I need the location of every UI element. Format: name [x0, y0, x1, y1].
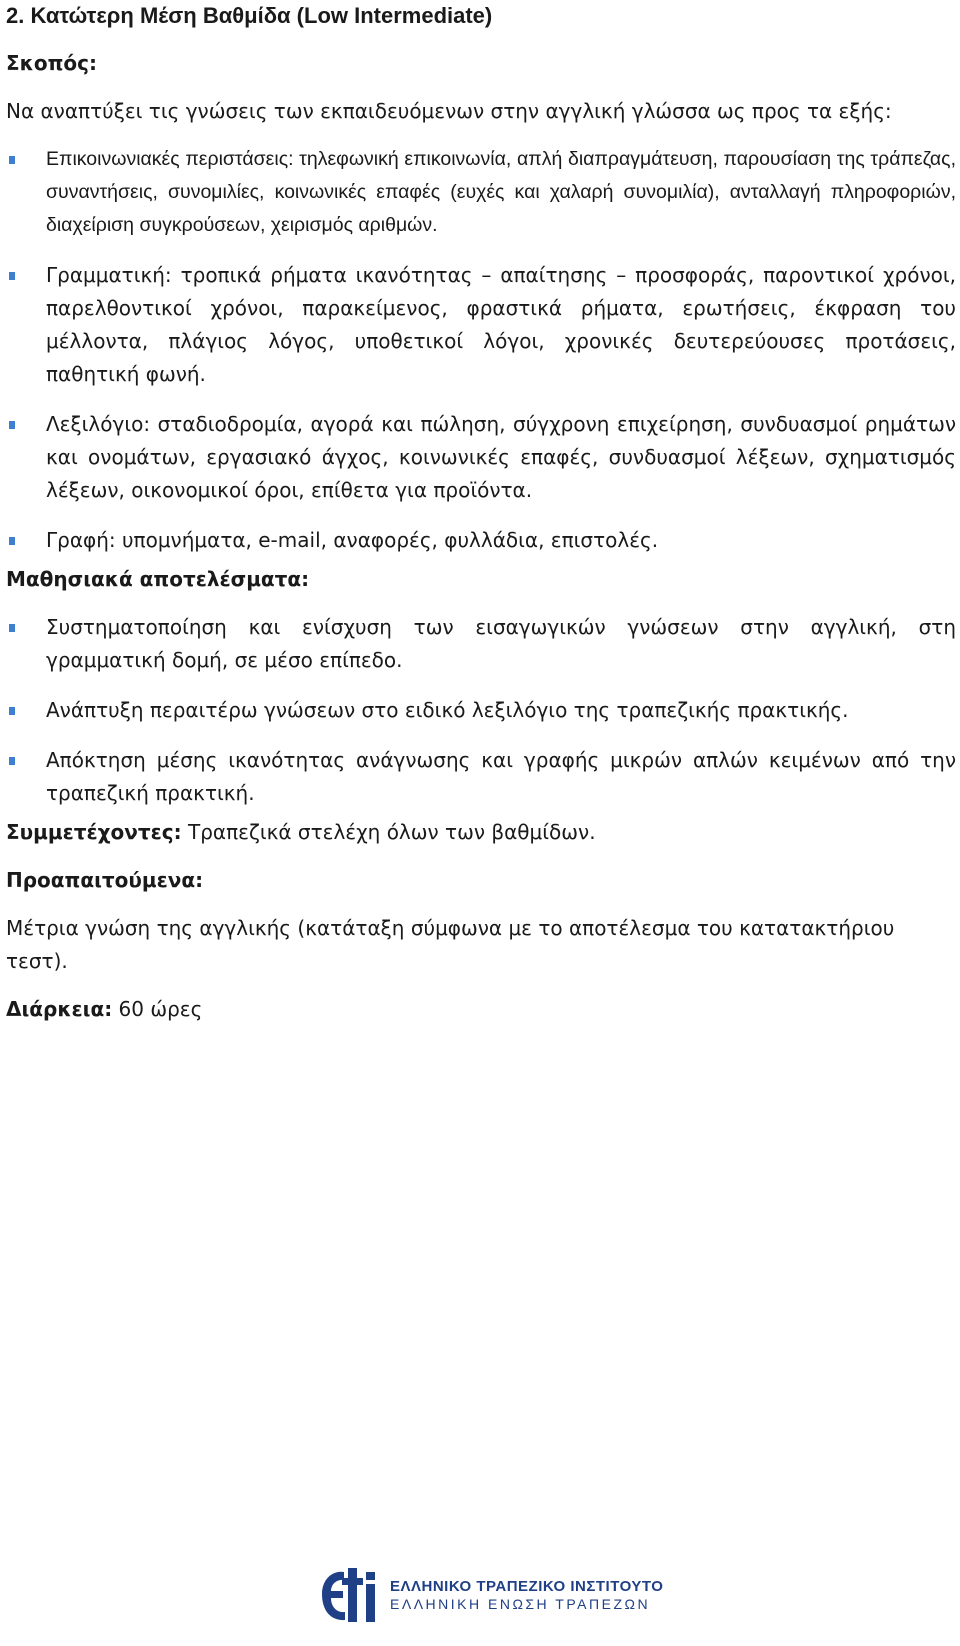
outcome-item-text: Απόκτηση μέσης ικανότητας ανάγνωσης και γραφής μικρών απλών κειμένων από την τραπεζική πρακτική. [46, 748, 956, 805]
purpose-item-text: Γραφή: υπομνήματα, e-mail, αναφορές, φυλλάδια, επιστολές. [46, 528, 659, 552]
purpose-item-text: Λεξιλόγιο: σταδιοδρομία, αγορά και πώληση, σύγχρονη επιχείρηση, συνδυασμοί ρημάτων και ονομάτων, εργασιακό άγχος, κοινωνικές επαφές, συνδυασμοί λέξεων, σχηματισμός λέξεων, οικονομικοί όροι, επίθετα για προϊόντα. [46, 412, 956, 502]
outcomes-list [6, 611, 956, 810]
bullet-icon [9, 624, 15, 632]
outcomes-heading: Μαθησιακά αποτελέσματα: [6, 567, 310, 591]
duration-label: Διάρκεια: [6, 997, 113, 1021]
bullet-icon [9, 421, 15, 429]
list-item [6, 611, 956, 677]
purpose-intro: Να αναπτύξει τις γνώσεις των εκπαιδευόμενων στην αγγλική γλώσσα ως προς τα εξής: [6, 99, 892, 123]
footer-logo [318, 1564, 663, 1626]
participants-line [6, 816, 956, 849]
logo-line-2: ΕΛΛΗΝΙΚΗ ΕΝΩΣΗ ΤΡΑΠΕΖΩΝ [390, 1595, 651, 1612]
bullet-icon [9, 156, 15, 164]
logo-text [390, 1578, 663, 1613]
bullet-icon [9, 757, 15, 765]
prerequisites-heading: Προαπαιτούμενα: [6, 868, 204, 892]
participants-value: Τραπεζικά στελέχη όλων των βαθμίδων. [181, 820, 596, 844]
participants-label: Συμμετέχοντες: [6, 820, 182, 844]
list-item [6, 259, 956, 391]
outcome-item-text: Ανάπτυξη περαιτέρω γνώσεων στο ειδικό λεξιλόγιο της τραπεζικής πρακτικής. [46, 698, 849, 722]
bullet-icon [9, 537, 15, 545]
bullet-icon [9, 707, 15, 715]
page-title: 2. Κατώτερη Μέση Βαθμίδα (Low Intermediate) [6, 3, 493, 28]
purpose-heading: Σκοπός: [6, 51, 98, 75]
purpose-list [6, 143, 956, 557]
document-page [6, 0, 956, 1026]
duration-value: 60 ώρες [112, 997, 203, 1021]
prerequisites-text: Μέτρια γνώση της αγγλικής (κατάταξη σύμφωνα με το αποτέλεσμα του κατατακτήριου τεστ). [6, 916, 895, 973]
eti-logo-icon [318, 1564, 380, 1626]
purpose-item-text: Γραμματική: τροπικά ρήματα ικανότητας – απαίτησης – προσφοράς, παροντικοί χρόνοι, παρελθοντικοί χρόνοι, παρακείμενος, φραστικά ρήματα, ερωτήσεις, έκφραση του μέλλοντα, πλάγιος λόγος, υποθετικοί λόγοι, χρονικές δευτερεύουσες προτάσεις, παθητική φωνή. [46, 263, 956, 386]
list-item [6, 744, 956, 810]
outcome-item-text: Συστηματοποίηση και ενίσχυση των εισαγωγικών γνώσεων στην αγγλική, στη γραμματική δομή, σε μέσο επίπεδο. [46, 615, 956, 672]
list-item [6, 143, 956, 242]
logo-line-1: ΕΛΛΗΝΙΚΟ ΤΡΑΠΕΖΙΚΟ ΙΝΣΤΙΤΟΥΤΟ [390, 1577, 664, 1595]
purpose-item-text: Επικοινωνιακές περιστάσεις: τηλεφωνική επικοινωνία, απλή διαπραγμάτευση, παρουσίαση της τράπεζας, συναντήσεις, συνομιλίες, κοινωνικές επαφές (ευχές και χαλαρή συνομιλία), ανταλλαγή πληροφοριών, διαχείριση συγκρούσεων, χειρισμός αριθμών. [46, 148, 956, 236]
list-item [6, 694, 956, 727]
list-item [6, 408, 956, 507]
bullet-icon [9, 272, 15, 280]
list-item [6, 524, 956, 557]
duration-line [6, 993, 956, 1026]
